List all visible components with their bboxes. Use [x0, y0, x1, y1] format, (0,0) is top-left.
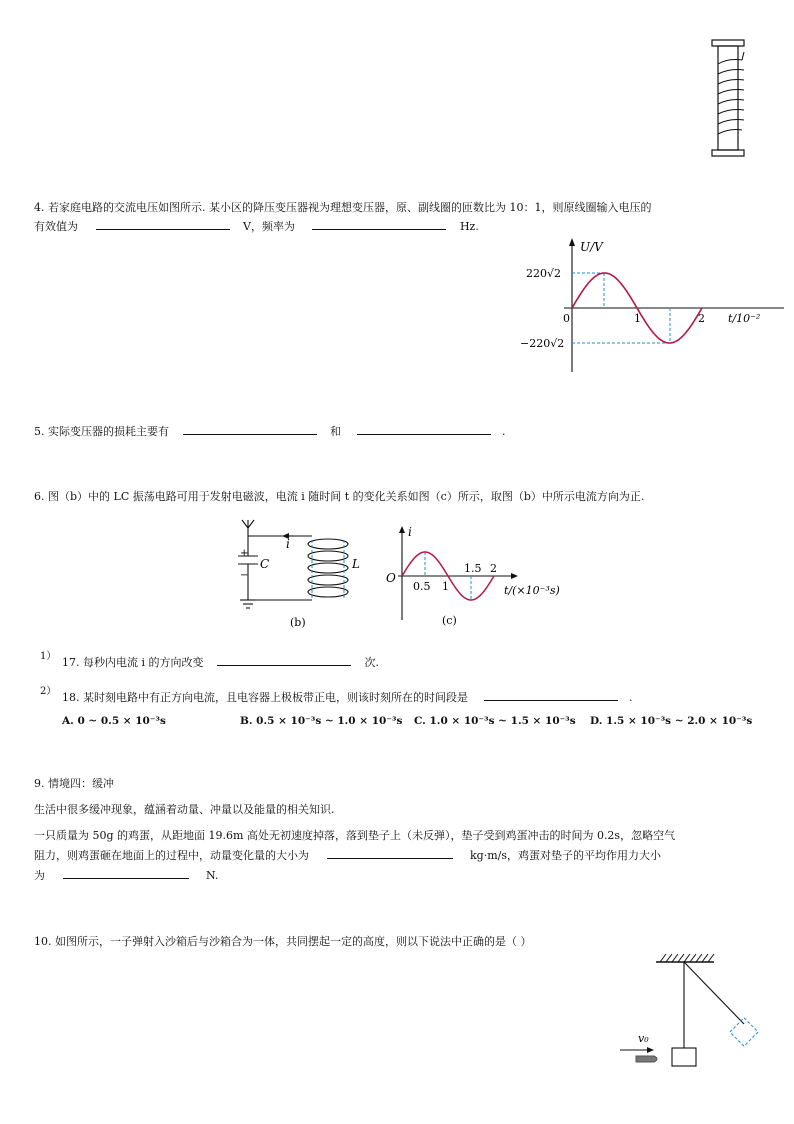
- fig-b-caption: (b): [290, 616, 306, 628]
- q4-line-1: 4. 若家庭电路的交流电压如图所示. 某小区的降压变压器视为理想变压器，原、副线圈的匝数比为 10：1，则原线圈输入电压的: [34, 201, 652, 214]
- q10-line: 10. 如图所示，一子弹射入沙箱后与沙箱合为一体，共同摆起一定的高度，则以下说法中正确的是（ ）: [34, 935, 532, 948]
- q9-line-3b: kg·m/s，鸡蛋对垫子的平均作用力大小: [470, 849, 661, 862]
- q4-prefix: 有效值为: [34, 220, 78, 233]
- q9-blank-force[interactable]: [63, 867, 189, 879]
- c-tick-1: 1: [442, 580, 449, 593]
- q9-line-4a: 为: [34, 869, 45, 882]
- q6-line: 6. 图（b）中的 LC 振荡电路可用于发射电磁波，电流 i 随时间 t 的变化关系如图（c）所示，取图（b）中所示电流方向为正.: [34, 490, 645, 503]
- q5-line: [34, 423, 506, 439]
- q5-blank-1[interactable]: [183, 423, 317, 435]
- q4-line-2: [34, 218, 479, 234]
- sandbox: [672, 1048, 696, 1066]
- q18-end: .: [629, 691, 633, 704]
- tick-2: 2: [698, 312, 705, 325]
- current-label: i: [286, 537, 290, 551]
- q18-option-b[interactable]: B. 0.5 × 10⁻³s ~ 1.0 × 10⁻³s: [240, 715, 403, 727]
- q5-text: 5. 实际变压器的损耗主要有: [34, 425, 169, 438]
- q17-end: 次.: [364, 656, 380, 669]
- q4-unit-hz: Hz.: [459, 220, 479, 233]
- lc-circuit-figure: [232, 516, 362, 628]
- q9-line-4: [34, 867, 218, 883]
- q9-line-1: 生活中很多缓冲现象，蕴涵着动量、冲量以及能量的相关知识.: [34, 803, 335, 816]
- plus-label: +: [240, 548, 249, 559]
- x-axis-label: t/10⁻²: [728, 312, 761, 325]
- solenoid-figure: [706, 38, 750, 160]
- c-origin: O: [386, 571, 396, 585]
- bullet: [636, 1056, 657, 1062]
- inductor-label: L: [352, 557, 360, 571]
- q17-marker: 1）: [40, 651, 57, 662]
- capacitor-label: C: [260, 557, 270, 571]
- c-x-label: t/(×10⁻³s): [504, 584, 560, 597]
- current-chart: [384, 524, 564, 628]
- q9-line-2: 一只质量为 50g 的鸡蛋，从距地面 19.6m 高处无初速度掉落，落到垫子上（未反弹），垫子受到鸡蛋冲击的时间为 0.2s，忽略空气: [34, 829, 676, 842]
- q17-line: [62, 654, 379, 670]
- q18-option-a[interactable]: A. 0 ~ 0.5 × 10⁻³s: [62, 715, 166, 727]
- c-axis-i: i: [408, 525, 412, 539]
- q9-line-4b: N.: [206, 869, 219, 882]
- q18-option-d[interactable]: D. 1.5 × 10⁻³s ~ 2.0 × 10⁻³s: [590, 715, 753, 727]
- q5-end: .: [502, 425, 506, 438]
- c-tick-05: 0.5: [413, 580, 431, 593]
- q9-blank-momentum[interactable]: [327, 847, 453, 859]
- q18-option-c[interactable]: C. 1.0 × 10⁻³s ~ 1.5 × 10⁻³s: [414, 715, 576, 727]
- velocity-label: v₀: [638, 1032, 649, 1045]
- q9-line-3: [34, 847, 661, 863]
- q4-blank-frequency[interactable]: [312, 218, 446, 230]
- y-pos-label: 220√2: [526, 267, 562, 280]
- origin-label: 0: [563, 312, 570, 325]
- q4-blank-rms[interactable]: [96, 218, 230, 230]
- q18-blank[interactable]: [484, 689, 618, 701]
- q9-title: 9. 情境四：缓冲: [34, 777, 114, 790]
- q9-line-3a: 阻力，则鸡蛋砸在地面上的过程中，动量变化量的大小为: [34, 849, 309, 862]
- minus-label: −: [240, 570, 249, 581]
- tick-1: 1: [634, 312, 641, 325]
- sandbox-pendulum-figure: [610, 950, 760, 1072]
- q5-and: 和: [330, 425, 341, 438]
- q18-marker: 2）: [40, 686, 57, 697]
- q4-unit-v: V，频率为: [243, 220, 295, 233]
- sandbox-swung: [730, 1018, 758, 1046]
- voltage-chart: [514, 236, 794, 376]
- y-neg-label: −220√2: [520, 337, 565, 350]
- q18-line: [62, 689, 633, 705]
- q17-blank[interactable]: [217, 654, 351, 666]
- c-tick-2: 2: [490, 562, 497, 575]
- fig-c-caption: (c): [442, 614, 457, 627]
- q5-blank-2[interactable]: [357, 423, 491, 435]
- q17-text: 17. 每秒内电流 i 的方向改变: [62, 656, 204, 669]
- q18-text: 18. 某时刻电路中有正方向电流，且电容器上极板带正电，则该时刻所在的时间段是: [62, 691, 468, 704]
- c-tick-15: 1.5: [464, 562, 482, 575]
- chart-title: U/V: [580, 240, 603, 254]
